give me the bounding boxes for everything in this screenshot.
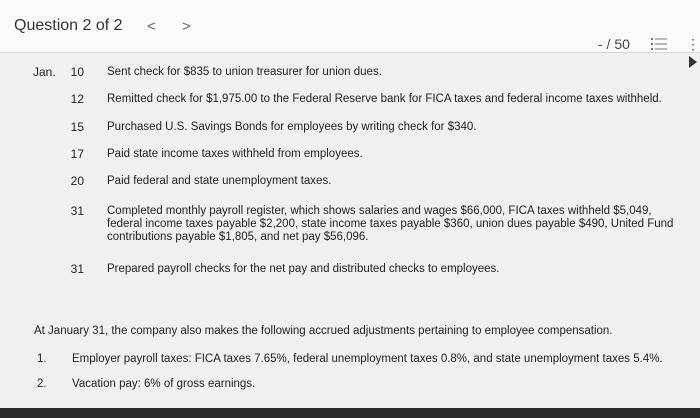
bottom-edge-bar (0, 408, 700, 418)
transaction-text: Completed monthly payroll register, which shows salaries and wages $66,000, FICA taxes withheld $5,049, federal income taxes payable $2,200, state income taxes payable $360, union dues payable $490, United Fund contributions payable $1,805, and net pay $56,096. (107, 205, 674, 243)
transaction-day: 12 (70, 92, 84, 106)
question-header (0, 0, 700, 53)
transaction-text: Paid state income taxes withheld from employees. (107, 148, 363, 160)
transaction-day: 31 (70, 262, 84, 276)
more-options-icon[interactable]: ⋮ (686, 36, 700, 52)
adjustments-intro: At January 31, the company also makes the following accrued adjustments pertaining to employee compensation. (34, 325, 613, 337)
previous-question-button[interactable]: < (147, 18, 156, 35)
score-display: - / 50 (598, 36, 630, 52)
transaction-text: Sent check for $835 to union treasurer for union dues. (107, 66, 382, 78)
transaction-text: Prepared payroll checks for the net pay and distributed checks to employees. (107, 263, 500, 275)
adjustment-text: Vacation pay: 6% of gross earnings. (72, 378, 256, 390)
cursor-arrow-icon (689, 56, 697, 68)
transaction-text: Paid federal and state unemployment taxes. (107, 175, 332, 187)
question-title: Question 2 of 2 (14, 17, 123, 34)
transaction-day: 15 (70, 120, 84, 134)
adjustment-text: Employer payroll taxes: FICA taxes 7.65%, federal unemployment taxes 0.8%, and state unemployment taxes 5.4%. (72, 353, 663, 365)
transaction-day: 10 (70, 65, 84, 79)
adjustment-number: 2. (37, 378, 47, 390)
transaction-day: 17 (70, 147, 84, 161)
adjustment-number: 1. (37, 353, 47, 365)
month-label: Jan. (33, 65, 56, 79)
transaction-day: 20 (70, 174, 84, 188)
transaction-text: Purchased U.S. Savings Bonds for employees by writing check for $340. (107, 121, 477, 133)
transaction-day: 31 (70, 204, 84, 218)
transaction-text: Remitted check for $1,975.00 to the Federal Reserve bank for FICA taxes and federal income taxes withheld. (107, 93, 662, 105)
next-question-button[interactable]: > (182, 18, 191, 35)
question-content (0, 53, 700, 418)
question-list-icon[interactable] (651, 38, 667, 50)
